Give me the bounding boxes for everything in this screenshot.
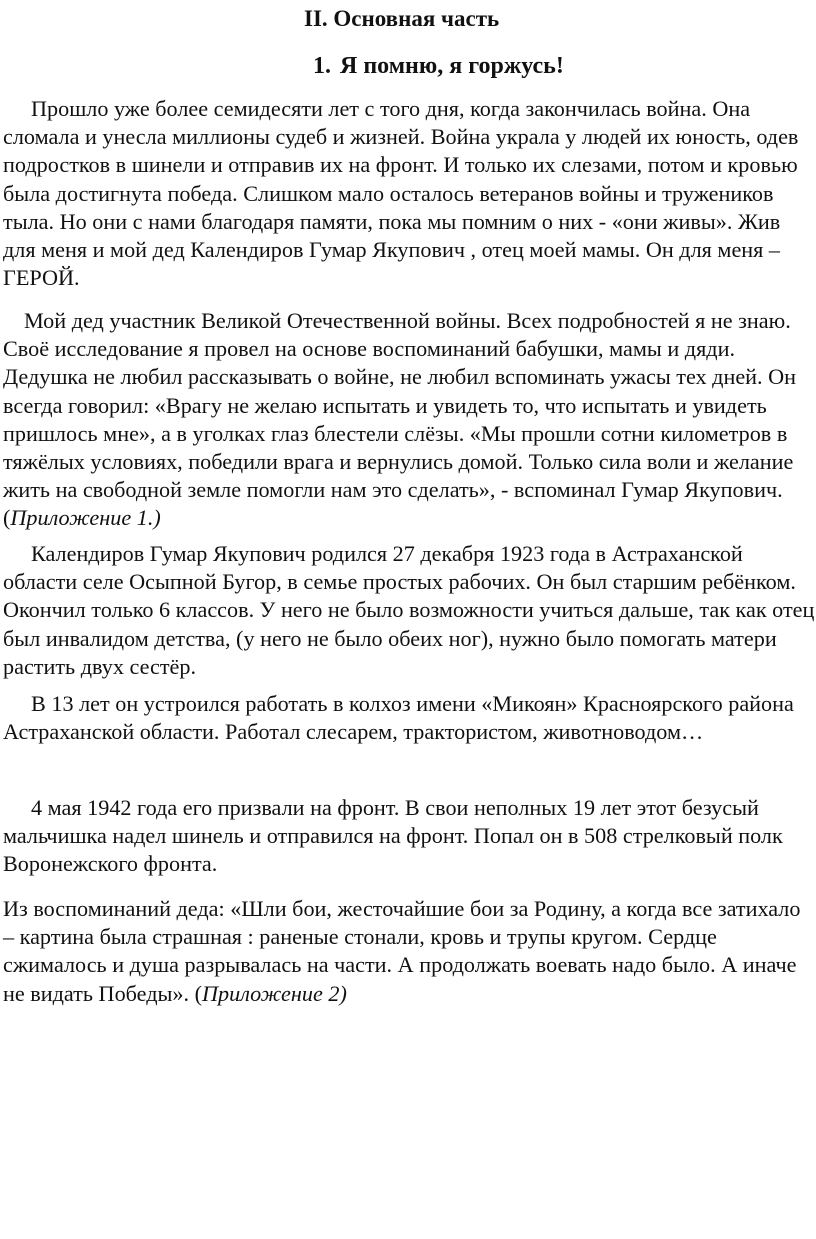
appendix-reference-2: Приложение 2): [201, 980, 347, 1006]
paragraph-2: [3, 307, 815, 533]
paragraph-1: [3, 95, 815, 292]
appendix-reference-1: Приложение 1.): [10, 505, 161, 531]
paragraph-2-text: Мой дед участник Великой Отечественной войны. Всех подробностей я не знаю. Своё исследование я провел на основе воспоминаний бабушки, мамы и дяди. Дедушка не любил рассказывать о войне, не любил вспоминать ужасы тех дней. Он всегда говорил: «Врагу не желаю испытать и увидеть то, что испытать и увидеть пришлось мне», а в уголках глаз блестели слёзы. «Мы прошли сотни километров в тяжёлых условиях, победили врага и вернулись домой. Только сила воли и желание жить на свободной земле помогли нам это сделать», - вспоминал Гумар Якупович. (: [3, 308, 797, 531]
paragraph-3: [3, 540, 815, 681]
paragraph-1-text: Прошло уже более семидесяти лет с того дня, когда закончилась война. Она сломала и унесла миллионы судеб и жизней. Война украла у людей их юность, одев подростков в шинели и отправив их на фронт. И только их слезами, потом и кровью была достигнута победа. Слишком мало осталось ветеранов войны и тружеников тыла. Но они с нами благодаря памяти, пока мы помним о них - «они живы». Жив для меня и мой дед Календиров Гумар Якупович , отец моей мамы. Он для меня – ГЕРОЙ.: [3, 96, 799, 291]
paragraph-6: [3, 895, 815, 1008]
subsection-number: 1.: [313, 53, 331, 79]
paragraph-6-text: Из воспоминаний деда: «Шли бои, жесточайшие бои за Родину, а когда все затихало – картина была страшная : раненые стонали, кровь и трупы кругом. Сердце сжималось и душа разрывалась на части. А продолжать воевать надо было. А иначе не видать Победы». (: [3, 896, 801, 1006]
section-title: II. Основная часть: [304, 6, 500, 31]
paragraph-3-text: Календиров Гумар Якупович родился 27 декабря 1923 года в Астраханской области селе Осыпной Бугор, в семье простых рабочих. Он был старшим ребёнком. Окончил только 6 классов. У него не было возможности учиться дальше, так как отец был инвалидом детства, (у него не было обеих ног), нужно было помогать матери растить двух сестёр.: [3, 541, 815, 679]
paragraph-4: [3, 690, 815, 746]
subsection-title-text: Я помню, я горжусь!: [340, 53, 564, 79]
paragraph-5-text: 4 мая 1942 года его призвали на фронт. В свои неполных 19 лет этот безусый мальчишка надел шинель и отправился на фронт. Попал он в 508 стрелковый полк Воронежского фронта.: [3, 795, 783, 877]
paragraph-5: [3, 794, 815, 879]
subsection-title: [313, 51, 564, 81]
paragraph-4-text: В 13 лет он устроился работать в колхоз имени «Микоян» Красноярского района Астраханской области. Работал слесарем, трактористом, животноводом…: [3, 691, 794, 745]
